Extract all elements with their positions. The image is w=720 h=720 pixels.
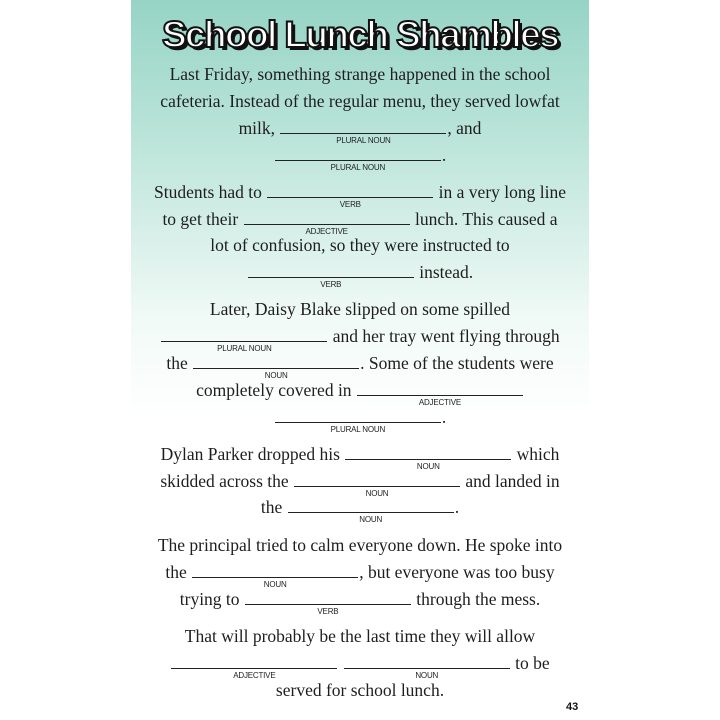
blank-word-type-label: NOUN bbox=[359, 515, 383, 524]
story-line bbox=[0, 680, 720, 700]
story-line bbox=[0, 118, 720, 145]
story-text: the bbox=[260, 497, 287, 517]
story-line bbox=[0, 497, 720, 524]
story-text: The principal tried to calm everyone down. He spoke into bbox=[157, 535, 563, 555]
fill-in-blank[interactable] bbox=[280, 119, 446, 145]
story-line bbox=[0, 209, 720, 236]
story-text: . bbox=[441, 407, 447, 427]
blank-word-type-label: ADJECTIVE bbox=[418, 398, 462, 407]
fill-in-blank[interactable] bbox=[161, 327, 327, 353]
fill-in-blank[interactable] bbox=[275, 408, 441, 434]
story-text: in a very long line bbox=[434, 182, 566, 202]
story-line bbox=[0, 353, 720, 380]
story-text: Last Friday, something strange happened in the school bbox=[169, 64, 551, 84]
story-text: That will probably be the last time they will allow bbox=[184, 626, 536, 646]
story-line bbox=[0, 562, 720, 589]
story-text: Students had to bbox=[154, 182, 267, 202]
story-line bbox=[0, 407, 720, 434]
blank-word-type-label: VERB bbox=[339, 200, 361, 209]
fill-in-blank[interactable] bbox=[357, 381, 523, 407]
blank-word-type-label: VERB bbox=[320, 280, 342, 289]
story-text: , but everyone was too busy bbox=[359, 562, 555, 582]
blank-word-type-label: ADJECTIVE bbox=[305, 227, 348, 236]
blank-word-type-label: NOUN bbox=[263, 580, 287, 589]
blank-word-type-label: PLURAL NOUN bbox=[336, 136, 391, 145]
story-text: lunch. This caused a bbox=[410, 209, 558, 229]
story-text: milk, bbox=[238, 118, 280, 138]
story-text: through the mess. bbox=[411, 589, 541, 609]
story-line bbox=[0, 182, 720, 209]
story-text bbox=[338, 653, 342, 673]
blank-word-type-label: NOUN bbox=[415, 671, 439, 680]
story-text: Dylan Parker dropped his bbox=[160, 444, 345, 464]
story-line bbox=[0, 535, 720, 555]
blank-word-type-label: VERB bbox=[317, 607, 339, 616]
fill-in-blank[interactable] bbox=[245, 590, 411, 616]
story-text: served for school lunch. bbox=[275, 680, 445, 700]
fill-in-blank[interactable] bbox=[248, 263, 414, 289]
story-text: . Some of the students were bbox=[360, 353, 554, 373]
blank-word-type-label: NOUN bbox=[365, 489, 389, 498]
story-line bbox=[0, 626, 720, 646]
blank-word-type-label: PLURAL NOUN bbox=[217, 344, 272, 353]
story-text: , and bbox=[447, 118, 482, 138]
story-text: . bbox=[441, 145, 447, 165]
fill-in-blank[interactable] bbox=[275, 146, 441, 172]
story-text: and her tray went flying through bbox=[328, 326, 560, 346]
story-text: which bbox=[512, 444, 560, 464]
story-line bbox=[0, 299, 720, 319]
story-text: the bbox=[166, 353, 193, 373]
page-number: 43 bbox=[566, 701, 579, 713]
story-line bbox=[0, 235, 720, 255]
story-line bbox=[0, 471, 720, 498]
story-text: completely covered in bbox=[196, 380, 356, 400]
story-line bbox=[0, 326, 720, 353]
fill-in-blank[interactable] bbox=[193, 354, 359, 380]
story-line bbox=[0, 444, 720, 471]
blank-word-type-label: PLURAL NOUN bbox=[330, 163, 386, 172]
story-text: . bbox=[454, 497, 460, 517]
story-line bbox=[0, 589, 720, 616]
page-title: School Lunch Shambles bbox=[161, 14, 559, 55]
story-text: lot of confusion, so they were instructed to bbox=[210, 235, 510, 255]
fill-in-blank[interactable] bbox=[192, 563, 358, 589]
story-text: Later, Daisy Blake slipped on some spilled bbox=[209, 299, 511, 319]
fill-in-blank[interactable] bbox=[171, 654, 337, 680]
story-line bbox=[0, 145, 720, 172]
story-line bbox=[0, 64, 720, 84]
story-text: to be bbox=[510, 653, 550, 673]
story-text: to get their bbox=[162, 209, 243, 229]
story-line bbox=[0, 380, 720, 407]
fill-in-blank[interactable] bbox=[345, 445, 511, 471]
story-line bbox=[0, 91, 720, 111]
blank-word-type-label: NOUN bbox=[416, 462, 440, 471]
blank-word-type-label: NOUN bbox=[264, 371, 288, 380]
story-text: cafeteria. Instead of the regular menu, they served lowfat bbox=[160, 91, 560, 111]
story-text: and landed in bbox=[461, 471, 560, 491]
blank-word-type-label: ADJECTIVE bbox=[233, 671, 276, 680]
fill-in-blank[interactable] bbox=[294, 472, 460, 498]
story-line bbox=[0, 653, 720, 680]
fill-in-blank[interactable] bbox=[244, 210, 410, 236]
story-line bbox=[0, 262, 720, 289]
fill-in-blank[interactable] bbox=[267, 183, 433, 209]
fill-in-blank[interactable] bbox=[344, 654, 510, 680]
story-text: instead. bbox=[414, 262, 474, 282]
story-text: skidded across the bbox=[160, 471, 294, 491]
blank-word-type-label: PLURAL NOUN bbox=[330, 425, 386, 434]
story-text: trying to bbox=[179, 589, 244, 609]
story-text: the bbox=[165, 562, 192, 582]
fill-in-blank[interactable] bbox=[288, 498, 454, 524]
